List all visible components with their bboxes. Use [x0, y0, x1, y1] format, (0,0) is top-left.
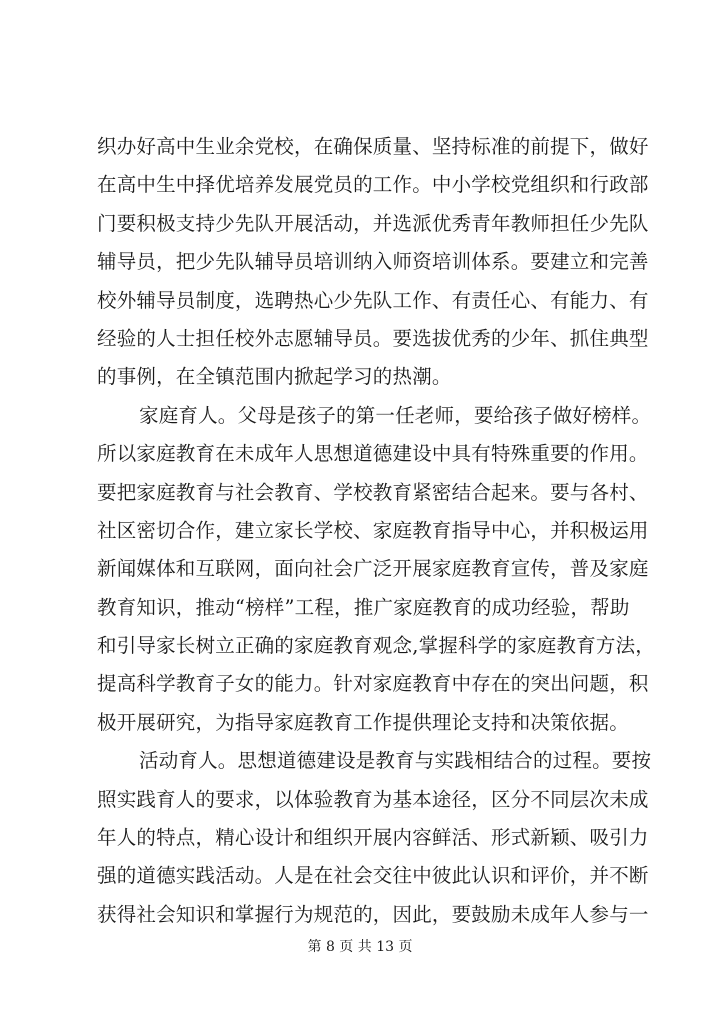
text-line: 的事例，在全镇范围内掀起学习的热潮。 — [97, 365, 452, 389]
page-footer — [0, 937, 720, 957]
text-line: 获得社会知识和掌握行为规范的，因此，要鼓励未成年人参与一 — [97, 902, 649, 926]
text-line: 门要积极支持少先队开展活动，并选派优秀青年教师担任少先队 — [97, 211, 649, 235]
text-line: 要把家庭教育与社会教育、学校教育紧密结合起来。要与各村、 — [97, 480, 649, 504]
text-line: 经验的人士担任校外志愿辅导员。要选拔优秀的少年、抓住典型 — [97, 326, 649, 350]
paragraph-first-line: 活动育人。思想道德建设是教育与实践相结合的过程。要按 — [139, 749, 652, 773]
text-line: 年人的特点，精心设计和组织开展内容鲜活、形式新颖、吸引力 — [97, 826, 649, 850]
text-line: 在高中生中择优培养发展党员的工作。中小学校党组织和行政部 — [97, 173, 649, 197]
text-line: 织办好高中生业余党校，在确保质量、坚持标准的前提下，做好 — [97, 135, 649, 158]
text-line: 提高科学教育子女的能力。针对家庭教育中存在的突出问题，积 — [97, 672, 649, 696]
text-line: 教育知识，推动“榜样”工程，推广家庭教育的成功经验，帮助 — [97, 595, 630, 619]
text-line: 和引导家长树立正确的家庭教育观念,掌握科学的家庭教育方法， — [97, 634, 655, 658]
text-line: 辅导员，把少先队辅导员培训纳入师资培训体系。要建立和完善 — [97, 250, 649, 274]
text-line: 强的道德实践活动。人是在社会交往中彼此认识和评价，并不断 — [97, 864, 649, 888]
body-text — [97, 128, 655, 934]
text-line: 极开展研究，为指导家庭教育工作提供理论支持和决策依据。 — [97, 710, 629, 734]
text-line: 新闻媒体和互联网，面向社会广泛开展家庭教育宣传，普及家庭 — [97, 557, 649, 581]
text-line: 照实践育人的要求，以体验教育为基本途径，区分不同层次未成 — [97, 787, 649, 811]
text-line: 社区密切合作，建立家长学校、家庭教育指导中心，并积极运用 — [97, 518, 649, 542]
page-number: 第 8 页 共 13 页 — [307, 939, 413, 955]
paragraph-first-line: 家庭育人。父母是孩子的第一任老师，要给孩子做好榜样。 — [139, 403, 652, 427]
text-line: 校外辅导员制度，选聘热心少先队工作、有责任心、有能力、有 — [97, 288, 649, 312]
text-line: 所以家庭教育在未成年人思想道德建设中具有特殊重要的作用。 — [97, 442, 649, 466]
